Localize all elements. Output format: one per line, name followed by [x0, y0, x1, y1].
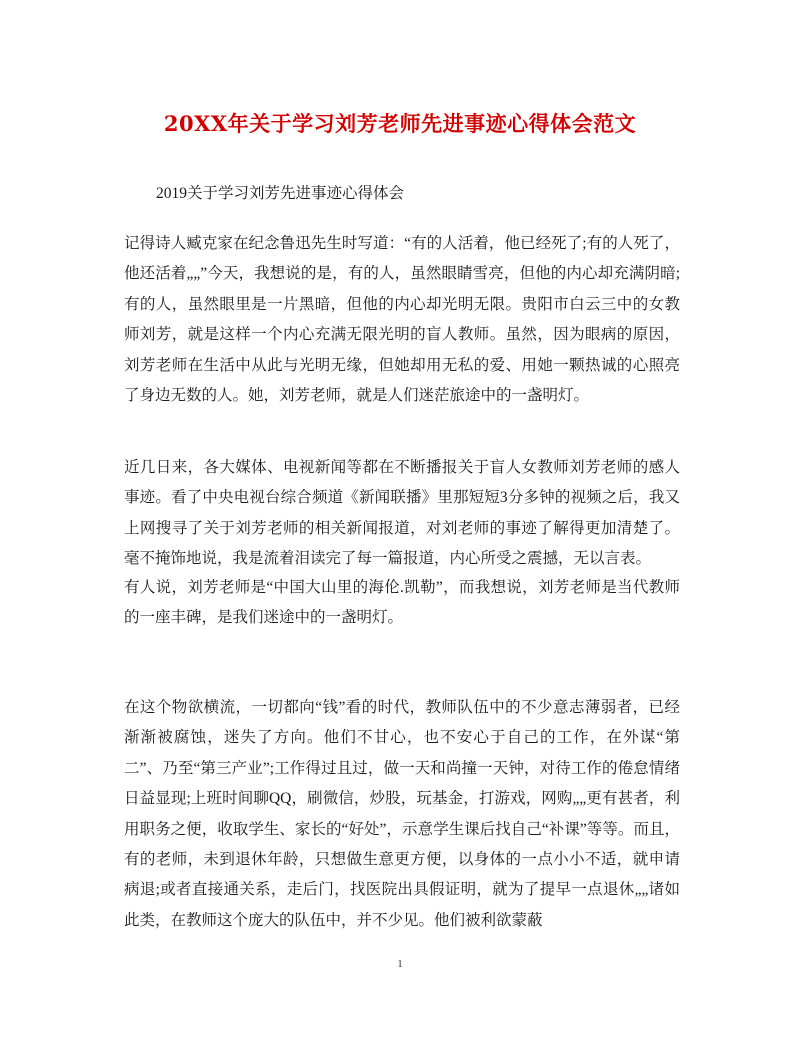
page-number: 1 — [397, 958, 403, 970]
paragraph: 有人说，刘芳老师是“中国大山里的海伦.凯勒”，而我想说，刘芳老师是当代教师的一座丰碑，是我们迷途中的一盏明灯。 — [124, 579, 680, 627]
document-subtitle: 2019关于学习刘芳先进事迹心得体会 — [156, 185, 405, 202]
document-title: 20XX年关于学习刘芳老师先进事迹心得体会范文 — [163, 111, 637, 136]
paragraph: 在这个物欲横流，一切都向“钱”看的时代，教师队伍中的不少意志薄弱者，已经渐渐被腐蚀，迷失了方向。他们不甘心，也不安心于自己的工作，在外谋“第二”、乃至“第三产业”;工作得过且过，做一天和尚撞一天钟，对待工作的倦怠情绪日益显现;上班时间聊QQ，刷微信，炒股，玩基金，打游戏，网购„„更有甚者，利用职务之便，收取学生、家长的“好处”，示意学生课后找自己“补课”等等。而且，有的老师，未到退休年龄，只想做生意更方便，以身体的一点小小不适，就申请病退;或者直接通关系，走后门，找医院出具假证明，就为了提早一点退休„„诸如此类，在教师这个庞大的队伍中，并不少见。他们被利欲蒙蔽 — [124, 699, 680, 929]
paragraph: 近几日来，各大媒体、电视新闻等都在不断播报关于盲人女教师刘芳老师的感人事迹。看了中央电视台综合频道《新闻联播》里那短短3分多钟的视频之后，我又上网搜寻了关于刘芳老师的相关新闻报道，对刘老师的事迹了解得更加清楚了。毫不掩饰地说，我是流着泪读完了每一篇报道，内心所受之震撼，无以言表。 — [124, 459, 680, 568]
paragraph: 记得诗人臧克家在纪念鲁迅先生时写道：“有的人活着，他已经死了;有的人死了，他还活着„„”今天，我想说的是，有的人，虽然眼睛雪亮，但他的内心却充满阴暗;有的人，虽然眼里是一片黑暗，但他的内心却光明无限。贵阳市白云三中的女教师刘芳，就是这样一个内心充满无限光明的盲人教师。虽然，因为眼病的原因，刘芳老师在生活中从此与光明无缘，但她却用无私的爱、用她一颗热诚的心照亮了身边无数的人。她，刘芳老师，就是人们迷茫旅途中的一盏明灯。 — [124, 235, 680, 405]
